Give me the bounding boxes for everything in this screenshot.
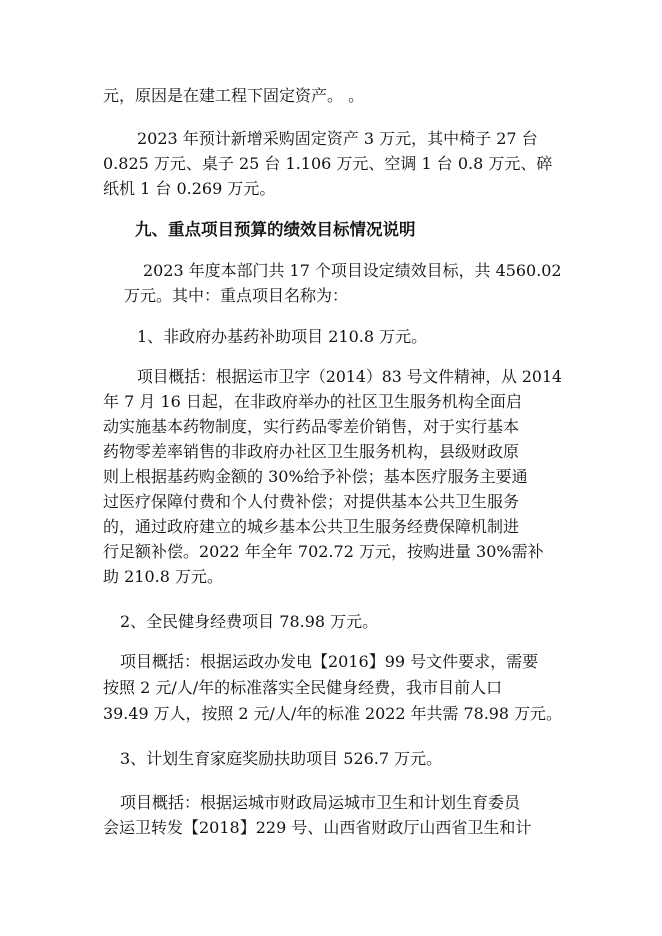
project-title: 3、计划生育家庭奖励扶助项目 526.7 万元。: [120, 749, 443, 768]
text-line: 会运卫转发【2018】229 号、山西省财政厅山西省卫生和计: [103, 818, 532, 837]
text-line: 行足额补偿。2022 年全年 702.72 万元，按购进量 30%需补: [103, 542, 544, 561]
text-line: 助 210.8 万元。: [103, 567, 223, 586]
text-line: 2023 年预计新增采购固定资产 3 万元，其中椅子 27 台: [137, 129, 538, 148]
text-line: 动实施基本药物制度，实行药品零差价销售，对于实行基本: [103, 417, 520, 436]
section-heading: 九、重点项目预算的绩效目标情况说明: [135, 220, 416, 239]
text-line: 则上根据基药购金额的 30%给予补偿；基本医疗服务主要通: [103, 467, 528, 486]
text-line: 纸机 1 台 0.269 万元。: [103, 179, 276, 198]
text-line: 的，通过政府建立的城乡基本公共卫生服务经费保障机制进: [103, 517, 520, 536]
text-line: 万元。其中：重点项目名称为：: [124, 286, 349, 305]
text-line: 年 7 月 16 日起，在非政府举办的社区卫生服务机构全面启: [103, 392, 522, 411]
text-line: 0.825 万元、桌子 25 台 1.106 万元、空调 1 台 0.8 万元、碎: [103, 154, 553, 173]
text-line: 按照 2 元/人/年的标准落实全民健身经费，我市目前人口: [103, 678, 503, 697]
text-line: 药物零差率销售的非政府办社区卫生服务机构，县级财政原: [103, 442, 520, 461]
project-title: 2、全民健身经费项目 78.98 万元。: [120, 612, 379, 631]
text-line: 元，原因是在建工程下固定资产。 。: [103, 86, 365, 105]
text-line: 项目概括：根据运城市财政局运城市卫生和计划生育委员: [120, 793, 521, 812]
text-line: 过医疗保障付费和个人付费补偿；对提供基本公共卫生服务: [103, 492, 520, 511]
text-line: 39.49 万人，按照 2 元/人/年的标准 2022 年共需 78.98 万元。: [103, 704, 562, 723]
text-line: 2023 年度本部门共 17 个项目设定绩效目标，共 4560.02: [143, 261, 562, 280]
text-line: 项目概括：根据运市卫字（2014）83 号文件精神，从 2014: [137, 367, 562, 386]
text-line: 项目概括：根据运政办发电【2016】99 号文件要求，需要: [120, 652, 539, 671]
project-title: 1、非政府办基药补助项目 210.8 万元。: [137, 327, 428, 346]
